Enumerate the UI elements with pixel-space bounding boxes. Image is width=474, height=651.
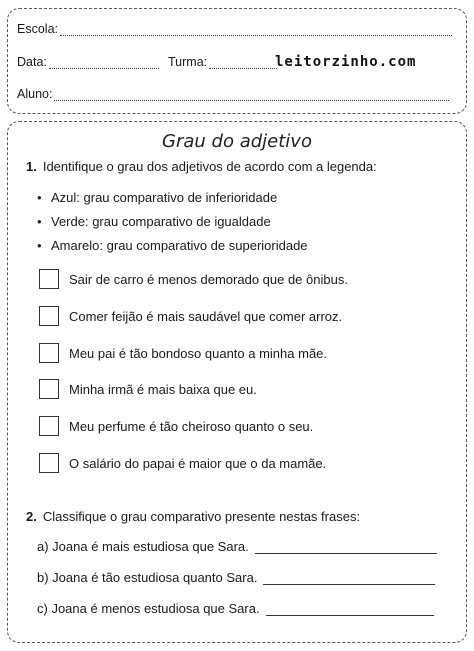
question-1 [26, 159, 377, 175]
classify-item [39, 343, 327, 363]
legend-text: Verde: grau comparativo de igualdade [51, 214, 271, 229]
data-label: Data: [17, 55, 47, 69]
escola-line[interactable] [60, 25, 452, 36]
classify-item-text: Minha irmã é mais baixa que eu. [69, 381, 257, 397]
aluno-line[interactable] [54, 90, 449, 101]
color-checkbox[interactable] [39, 306, 59, 326]
answer-sentence: c) Joana é menos estudiosa que Sara. [37, 601, 260, 616]
question-2-number: 2. [26, 509, 37, 524]
legend-item: • Verde: grau comparativo de igualdade [37, 214, 271, 229]
question-2-text: Classifique o grau comparativo presente nestas frases: [42, 509, 361, 524]
classify-item-text: Sair de carro é menos demorado que de ônibus. [69, 271, 348, 287]
color-checkbox[interactable] [39, 453, 59, 473]
data-line[interactable] [49, 58, 159, 69]
classify-item [39, 379, 257, 399]
classify-item-text: O salário do papai é maior que o da mamãe. [69, 455, 327, 471]
question-1-number: 1. [26, 159, 37, 174]
turma-line[interactable] [209, 58, 277, 69]
classify-item [39, 269, 348, 289]
question-2 [26, 509, 360, 525]
classify-item [39, 416, 313, 436]
color-checkbox[interactable] [39, 416, 59, 436]
answer-sentence: b) Joana é tão estudiosa quanto Sara. [37, 570, 258, 585]
aluno-label: Aluno: [17, 87, 53, 101]
question-1-text: Identifique o grau dos adjetivos de acordo com a legenda: [42, 159, 377, 174]
legend-item: • Azul: grau comparativo de inferioridade [37, 190, 278, 205]
color-checkbox[interactable] [39, 343, 59, 363]
site-logo: leitorzinho.com [275, 54, 417, 70]
classify-item [39, 306, 342, 326]
classify-item-text: Meu pai é tão bondoso quanto a minha mãe. [69, 345, 328, 361]
escola-label: Escola: [17, 22, 58, 36]
answer-sentence: a) Joana é mais estudiosa que Sara. [37, 539, 249, 554]
legend-item: • Amarelo: grau comparativo de superioridade [37, 238, 308, 253]
legend-text: Azul: grau comparativo de inferioridade [51, 190, 278, 205]
answer-row [37, 601, 434, 616]
data-field[interactable] [17, 55, 159, 69]
answer-line[interactable] [255, 543, 437, 554]
color-checkbox[interactable] [39, 379, 59, 399]
classify-item-text: Meu perfume é tão cheiroso quanto o seu. [69, 418, 314, 434]
classify-item [39, 453, 326, 473]
aluno-field[interactable] [17, 87, 449, 101]
turma-field[interactable] [168, 55, 277, 69]
answer-line[interactable] [263, 574, 435, 585]
escola-field[interactable] [17, 22, 452, 36]
worksheet-title: Grau do adjetivo [162, 131, 312, 152]
turma-label: Turma: [168, 55, 208, 69]
classify-item-text: Comer feijão é mais saudável que comer arroz. [69, 308, 343, 324]
color-checkbox[interactable] [39, 269, 59, 289]
answer-line[interactable] [266, 605, 434, 616]
legend-text: Amarelo: grau comparativo de superioridade [51, 238, 308, 253]
answer-row [37, 570, 435, 585]
answer-row [37, 539, 437, 554]
